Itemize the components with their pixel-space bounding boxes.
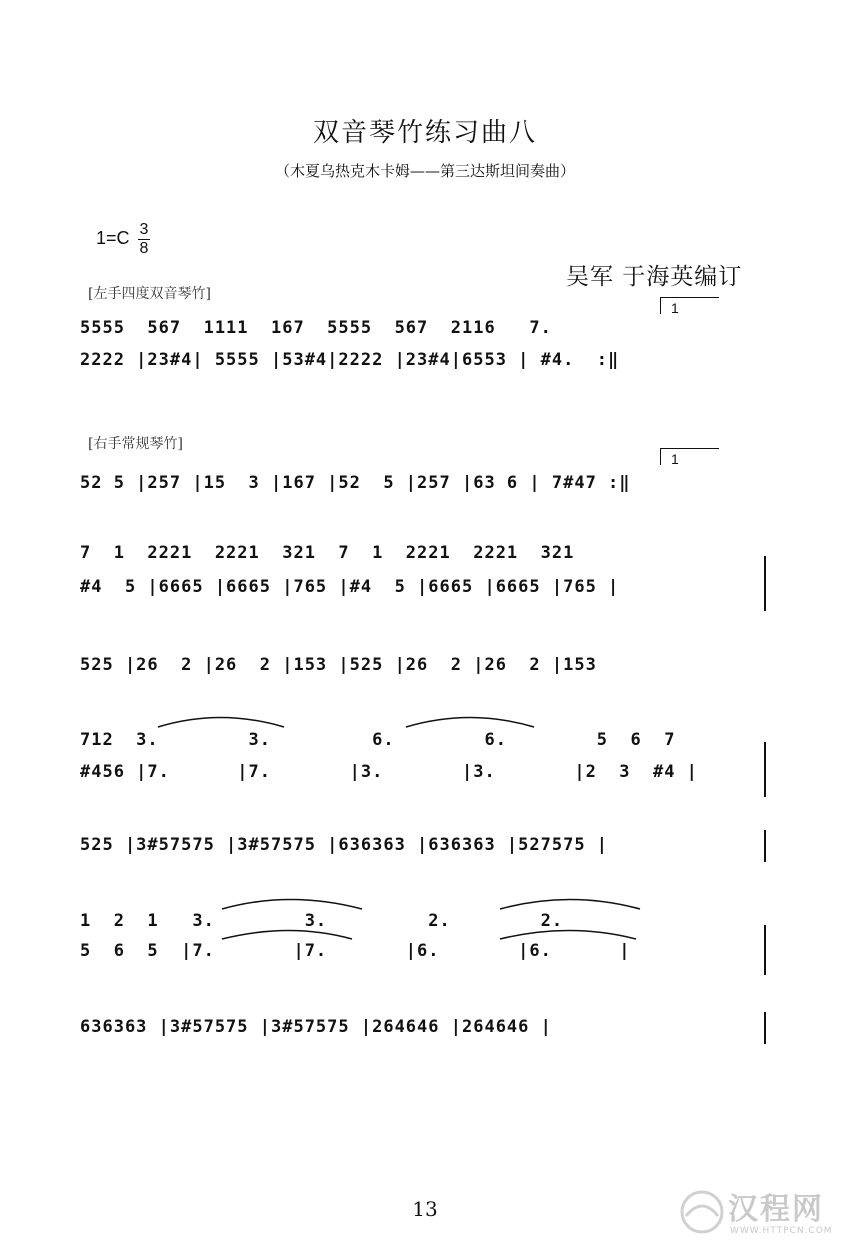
volta-number: 1 xyxy=(671,451,679,467)
tie-arc xyxy=(500,900,640,910)
watermark-swirl-icon xyxy=(676,1186,728,1238)
watermark-logo xyxy=(670,1180,840,1244)
tie-arc xyxy=(222,900,362,910)
section-label-left-hand: [左手四度双音琴竹] xyxy=(88,286,211,302)
tie-arc xyxy=(158,718,284,728)
score-row: 712 3. 3. 6. 6. 5 6 7 xyxy=(80,730,676,750)
section-label-right-hand: [右手常规琴竹] xyxy=(88,436,183,452)
score-row: 636363 |3#57575 |3#57575 |264646 |264646 | xyxy=(80,1017,552,1037)
score-row: 2222 |23#4| 5555 |53#4|2222 |23#4|6553 | #4. :‖ xyxy=(80,350,620,370)
page-title: 双音琴竹练习曲八 xyxy=(312,118,537,148)
time-signature-top: 3 xyxy=(139,221,149,238)
key-signature: 1=C xyxy=(96,228,130,248)
time-signature-bottom: 8 xyxy=(139,240,149,257)
tie-arc xyxy=(222,931,352,940)
score-row: 525 |26 2 |26 2 |153 |525 |26 2 |26 2 |153 xyxy=(80,655,597,675)
watermark-text: 汉程网 xyxy=(728,1192,824,1227)
score-row: #456 |7. |7. |3. |3. |2 3 #4 | xyxy=(80,762,698,782)
score-row: 5 6 5 |7. |7. |6. |6. | xyxy=(80,941,631,961)
subtitle: （木夏乌热克木卡姆——第三达斯坦间奏曲） xyxy=(274,162,575,180)
volta-number: 1 xyxy=(671,300,679,316)
score-row: 52 5 |257 |15 3 |167 |52 5 |257 |63 6 | 7#47 :‖ xyxy=(80,473,631,493)
score-row: 1 2 1 3. 3. 2. 2. xyxy=(80,911,564,931)
author-credit: 吴军 于海英编订 xyxy=(566,264,743,290)
page-number: 13 xyxy=(412,1197,438,1221)
score-row: #4 5 |6665 |6665 |765 |#4 5 |6665 |6665 |765 | xyxy=(80,577,620,597)
score-row: 7 1 2221 2221 321 7 1 2221 2221 321 xyxy=(80,543,575,563)
tie-arc xyxy=(406,718,534,728)
score-row: 5555 567 1111 167 5555 567 2116 7. xyxy=(80,318,552,338)
watermark-url: WWW.HTTPCN.COM xyxy=(730,1226,833,1236)
score-row: 525 |3#57575 |3#57575 |636363 |636363 |527575 | xyxy=(80,835,609,855)
tie-arc xyxy=(500,931,636,940)
